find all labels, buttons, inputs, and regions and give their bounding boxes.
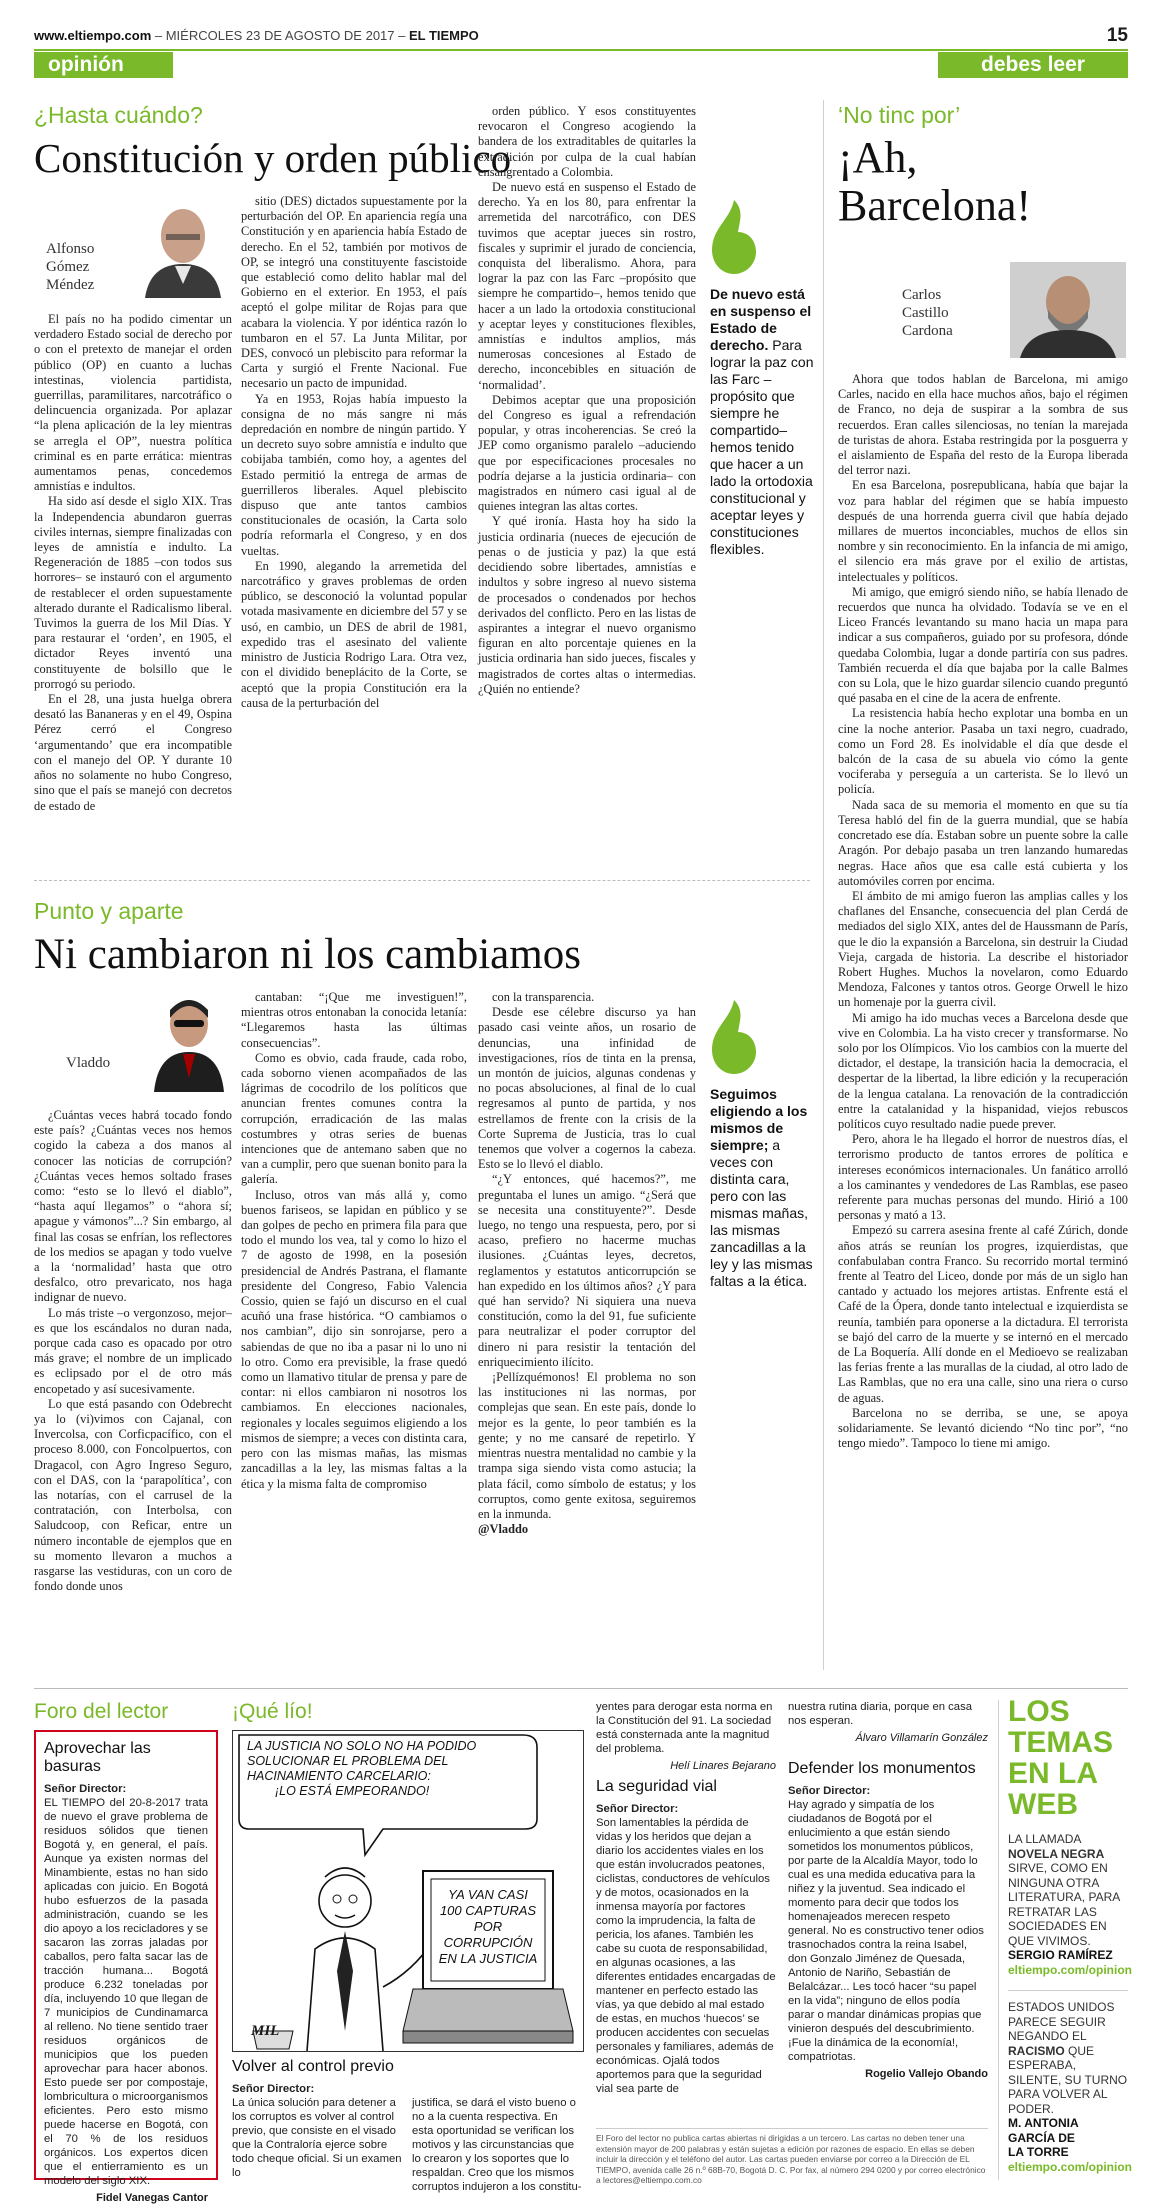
letter-frame	[34, 1730, 218, 2204]
letter3-text: Son lamentables la pérdida de vidas y los heridos que dejan a diario los accidentes viales en los que están involucrados peatones, ciclistas, conductores de vehículos y de motos, ocasionados en la inmensa mayoría por factores como la imprudencia, la falta de pericia, los afanes. También les cabe su cuota de responsabilidad, en algunas ocasiones, a las diferentes entidades encargadas de mantener en perfecto estado las vías, ya que debido al mal estado de estas, en muchos ‘huecos’ se producen accidentes con secuelas personales y familiares, además de económicas. Ojalá todos aportemos para que la seguridad vial sea parte de	[596, 1817, 776, 2095]
letter1-text: EL TIEMPO del 20-8-2017 trata de nuevo el grave problema de residuos sólidos que tienen Bogotá y, en general, el país. Aunque ya existen normas del Minambiente, estas no han sido aplicadas con juicio. En Bogotá hubo esfuerzos de la pasada administración, cuando se les dio apoyo a los recicladores y se sacaron las zorras jaladas por caballos, pero falta sacar las de tracción humana... Bogotá produce 6.232 toneladas por día, incluyendo 10 que llegan de 7 municipios de Cundinamarca al relleno. No tiene sentido traer residuos orgánicos de municipios que los pueden aprovechar para hacer abonos. Esto puede ser por compostaje, lombricultura o microorganismos eficientes. Pero esto mismo puede hacerse en Bogotá, con el 70 % de los residuos orgánicos. Los expertos dicen que el entierramiento es un modelo del siglo XIX.	[44, 1797, 208, 2187]
article3-column-3: con la transparencia. Desde ese célebre discurso ya han pasado casi veinte años, un rosario de denuncias, una infinidad de investigaciones, ríos de tinta en la prensa, un montón de juicios, algunas condenas y no pocas absoluciones, al final de lo cual regresamos al punto de partida, y nos estrellamos de frente con la crisis de la Corte Suprema de Justicia, tras lo cual tenemos que volver a cogernos la cabeza. Esto se lo llevó el diablo. “¿Y entonces, qué hacemos?”, me preguntaba el lunes un amigo. “¿Será que se necesita una constituyente?”. Desde luego, no tengo una respuesta, pero, por si acaso, prefiero no hacerme muchas ilusiones. ¿Cuántas leyes, decretos, reglamentos y estatutos anticorrupción se han expedido en los últimos años? ¿Y para qué han servido? Ni siquiera una nueva constitución, como la del 91, fue suficiente para neutralizar el poder corruptor del dinero ni para resistir la tentación del enriquecimiento ilícito. ¡Pellízquémonos! El problema no son las instituciones ni las normas, por complejas que sean. En este país, donde lo mejor es la gente, lo peor también es la gente; y no me cansaré de repetirlo. Y mientras nuestra mentalidad no cambie y la trampa siga siendo vista como astucia; la plata fácil, como símbolo de estatus; y los corruptos, como gente exitosa, seguiremos en la inmunda. @Vladdo	[478, 990, 696, 1537]
letter3-end-text: nuestra rutina diaria, porque en casa nos esperan.	[788, 1701, 973, 1727]
article1-column-1: El país no ha podido cimentar un verdadero Estado social de derecho por o con el pretexto de manejar el orden público (OP) en cuanto a luchas intestinas, violencia partidista, guerrillas, paramilitares, narcotráfico o delincuencia organizada. Por aplazar “la plena aplicación de la ley mientras se arregla el OP”, nuestra política criminal es en parte errática: mientras aumentamos penas, concedemos amnistías e indultos. Ha sido así desde el siglo XIX. Tras la Independencia abundaron guerras civiles internas, siempre finalizadas con leyes de amnistía e indulto. La Regeneración de 1885 –con todos sus horrores– se instauró con el argumento de restablecer el orden supuestamente alterado durante el Radicalismo liberal. Tuvimos la guerra de los Mil Días. Y para restaurar el ‘orden’, en 1905, el dictador Reyes inventó una constituyente de bolsillo que le prorrogó su periodo. En el 28, una justa huelga obrera desató las Bananeras y en el 49, Ospina Pérez cerró el Congreso ‘argumentando’ que era incompatible con el manejo del OP. Y durante 10 años no solamente no hubo Congreso, sino que el país se manejó con decretos de estado de	[34, 312, 232, 813]
author-photo-castillo	[1010, 262, 1126, 358]
letter3-end	[788, 1700, 988, 1744]
web-quote-2: ESTADOS UNIDOS PARECE SEGUIR NEGANDO EL RACISMO QUE ESPERABA, SILENTE, SU TURNO PARA VOLVER AL PODER. M. ANTONIA GARCÍA DE LA TORRE eltiempo.com/opinion	[1008, 2000, 1133, 2174]
article1-author: Alfonso Gómez Méndez	[46, 241, 95, 293]
article1-kicker: ¿Hasta cuándo?	[34, 102, 203, 128]
letter4	[788, 1760, 988, 2100]
letter3-title: La seguridad vial	[596, 1778, 717, 1795]
article1-column-3: orden público. Y esos constituyentes revocaron el Congreso acogiendo la bandera de los extraditables de quitarles la extradición por culpa de la cual habían ensangrentado a Colombia. De nuevo está en suspenso el Estado de derecho. Ya en los 80, para enfrentar la arremetida del narcotráfico, con DES tuvimos que aceptar jueces sin rostro, fiscales y suprimir el jurado de conciencia, conquista del liberalismo. Ahora, para lograr la paz con las Farc –propósito que siempre he compartido–, hemos tenido que hacer a un lado la ortodoxia constitucional y aceptar leyes y constituciones flexibles, amnistías e indultos amplios, más numerosas concesiones al Estado de derecho, inconcebibles en situación de ‘normalidad’. Debimos aceptar que una proposición del Congreso es igual a refrendación popular, y otras incoherencias. Se creó la JEP como organismo paralelo –aduciendo que por especificaciones procesales no podría dejarse a la justicia ordinaria– con magistrados en número casi igual al de quienes integran las altas cortes. Y qué ironía. Hasta hoy ha sido la justicia ordinaria (nueces de ejecución de penas o de justicia y paz) la que está decidiendo sobre libertades, amnistías e indultos y sobre ingreso al nuevo sistema de procesados o condenados por hechos derivados del conflicto. Pero en las listas de aspirantes a integrar el nuevo organismo figuran en alto porcentaje quienes en la justicia ordinaria han sido jueces, fiscales y magistrados de cortes altas o intermedias. ¿Quién no entiende?	[478, 104, 696, 696]
author-photo-vladdo	[150, 988, 228, 1092]
letter2-title: Volver al control previo	[232, 2058, 394, 2075]
column-rule-right	[823, 100, 824, 1670]
page-number: 15	[1106, 25, 1128, 46]
cartoon-title: ¡Qué lío!	[232, 1700, 313, 1723]
section-tab	[34, 52, 173, 78]
issue-date: – MIÉRCOLES 23 DE AGOSTO DE 2017 –	[151, 28, 409, 43]
cartoon-speech-bubble: LA JUSTICIA NO SOLO NO HA PODIDO SOLUCIONAR EL PROBLEMA DEL HACINAMIENTO CARCELARIO: ¡LO ESTÁ EMPEORANDO!	[247, 1739, 477, 1798]
foro-footnote: El Foro del lector no publica cartas abiertas ni dirigidas a un tercero. Las cartas no deben tener una extensión mayor de 200 palabras y están sujetas a edición por razones de espacio. En ellas se deben incluir la dirección y el teléfono del autor. Las cartas pueden enviarse por correo a la Dirección de EL TIEMPO, avenida calle 26 n.º 68B-70, Bogotá D. C. Por fax, al número 294 0200 y por correo electrónico a lectores@eltiempo.com.co	[596, 2128, 988, 2189]
article3-title: Ni cambiaron ni los cambiamos	[34, 931, 581, 978]
letter4-salutation: Señor Director:	[788, 1785, 871, 1797]
letter4-text: Hay agrado y simpatía de los ciudadanos de Bogotá por el enlucimiento a que están siendo sometidos los monumentos públicos, por parte de la Alcaldía Mayor, todo lo cual es una medida educativa para la niñez y la juventud. Sea indicado el momento para decir que todos los homenajeados merecen respeto general. No es constructivo tener odios trasnochados contra la reina Isabel, don Gonzalo Jiménez de Quesada, Antonio de Nariño, Sebastián de Belalcázar... Les tocó hacer “su papel en la vida”; ninguno de ellos podía parar o mandar dinámicas propias que vinieron después del descubrimiento. ¡Fue la dinámica de la economía!, compatriotas.	[788, 1799, 984, 2063]
letter2-salutation: Señor Director:	[232, 2083, 315, 2095]
header-rule	[34, 49, 1128, 51]
article3-author: Vladdo	[66, 1055, 111, 1071]
letter2-text-continued: justifica, se dará el visto bueno o no a la cuenta respectiva. En esta oportunidad se verifican los motivos y las circunstancias que lo crearon y los soportes que lo respaldan. Creo que los mismos corruptos indujeron a los constitu-	[412, 2097, 582, 2193]
quote-mark-icon	[710, 1000, 758, 1074]
web-column-rule	[998, 1700, 999, 2180]
bottom-divider	[34, 1688, 1128, 1689]
cartoon-signature: MIL	[251, 2023, 280, 2039]
section-label: opinión	[48, 53, 124, 76]
letter3	[596, 1778, 776, 2128]
web-quote-2-author: M. ANTONIA GARCÍA DE LA TORRE	[1008, 2116, 1079, 2159]
cartoon-tv-screen-text: YA VAN CASI 100 CAPTURAS POR CORRUPCIÓN EN LA JUSTICIA	[438, 1887, 538, 1966]
article3-pullquote: Seguimos eligiendo a los mismos de siempre; a veces con distinta cara, pero con las mismas mañas, las mismas zancadillas a la ley y las mismas faltas a la ética.	[710, 1086, 813, 1289]
web-quote-1-author: SERGIO RAMÍREZ	[1008, 1948, 1113, 1962]
letter1-title: Aprovechar las basuras	[44, 1740, 151, 1775]
site-url[interactable]: www.eltiempo.com	[34, 28, 152, 43]
article1-column-2: sitio (DES) dictados supuestamente por la perturbación del OP. En apariencia regía una Constitución y en apariencia había Estado de derecho. En el 52, también por motivos de OP, se integró una constituyente fascistoide que estableció como delito hablar mal del Gobierno en el exterior. En 1953, el país aceptó el golpe militar de Rojas para que acabara la violencia. Y por idéntica razón lo tumbaron en el 57. La Junta Militar, por DES, convocó un plebiscito para reformar la Carta y surgió el Frente Nacional. Fue necesario un pacto de impunidad. Ya en 1953, Rojas había impuesto la consigna de no más sangre ni más depredación en nombre de ningún partido. Y un decreto suyo sobre amnistía e indulto que cobijaba también, como hoy, a agentes del Estado permitió la entrega de armas de guerrilleros liberales. Aquel plebiscito dispuso que ante tantos cambios constitucionales de ocasión, la Carta solo podría reformarla el Congreso, y en dos vueltas. En 1990, alegando la arremetida del narcotráfico y graves problemas de orden público, se desconoció la voluntad popular votada masivamente en diciembre del 57 y se usó, en cambio, un DES de abril de 1981, expedido tras el asesinato del valiente ministro de Justicia Rodrigo Lara. Otra vez, con el dividido beneplácito de la Corte, se aceptó que la propia Constitución era la causa de la perturbación del	[241, 194, 467, 710]
author-photo-gomez	[140, 194, 226, 298]
letter4-signature: Rogelio Vallejo Obando	[865, 2068, 988, 2080]
newspaper-name: EL TIEMPO	[408, 28, 479, 43]
article3-column-2: cantaban: “¡Que me investiguen!”, mientras otros entonaban la conocida letanía: “Llegaremos hasta las últimas consecuencias”. Como es obvio, cada fraude, cada robo, cada soborno vienen acompañados de las lágrimas de cocodrilo de los políticos que anuncian frentes comunes contra la corrupción, erradicación de las malas costumbres y otras series de buenas intenciones que de antemano saben que no van a cumplir, pero que suenan bonito para la galería. Incluso, otros van más allá y, como buenos fariseos, se lapidan en público y se dan golpes de pecho en primera fila para que todo el mundo los vea, tal y como lo hizo el 7 de agosto de 1998, en la posesión presidencial de Andrés Pastrana, el flamante presidente del Congreso, Fabio Valencia Cossio, quien se fajó un discurso en el cual acuñó una frase histórica. “O cambiamos o nos cambian”, dijo sin sonrojarse, pero a sabiendas de que no iba a pasar ni lo uno ni lo otro. Como era previsible, la frase quedó como un llamativo titular de prensa y pare de contar: ni ellos cambiaron ni nosotros los cambiamos. En elecciones nacionales, regionales y locales seguimos eligiendo a los mismos de siempre; a veces con distinta cara, pero con las mismas mañas, las mismas zancadillas a la ley, las mismas faltas a la ética y la misma falta de compromiso	[241, 990, 467, 1491]
article2-text: Ahora que todos hablan de Barcelona, mi amigo Carles, nacido en ella hace muchos años, bajo el régimen de Franco, no deja de suspirar a la sombra de sus recuerdos. Eran calles silenciosas, no tenían la marejada de turistas de ahora. Estaba restringida por la posguerra y el aislamiento de España del resto de la Europa liberada del terror nazi. En esa Barcelona, posrepublicana, había que bajar la voz para hablar del régimen que se había impuesto después de una horrenda guerra civil que había dejado millares de muertos inconciables, muchos de ellos sin nombre y sin reconocimiento. En la infancia de mi amigo, el silencio era más grave por el exilio de artistas, intelectuales y políticos. Mi amigo, que emigró siendo niño, se había llenado de recuerdos que nunca ha olvidado. Todavía se ve en el Liceo Francés levantando su mano hacia un mapa para indicar a sus compañeros, guiado por su profesora, dónde quedaba Colombia, lugar a donde partiría con sus padres. También recuerda el día que bajaba por la calle Balmes con su Lola, que le hizo guardar silencio cuando preguntó qué pasaba en el cine de la acera de enfrente. La resistencia había hecho explotar una bomba en un cine la noche anterior. Pasaba un taxi negro, cuadrado, como un Ford 28. Es inolvidable el día que desde el balcón de la casa de su abuela vio cómo la gente vociferaba y perseguía a un carterista. Se lo llevó un policía. Nada saca de su memoria el momento en que su tía Teresa habló del fin de la guerra mundial, que se había concretado ese día. Estaban sobre un puente sobre la calle Aragón. Por debajo pasaba un tren lanzando humaredas negras. Hace años que esa calle está cubierta y los automóviles corren por encima. El ámbito de mi amigo fueron las amplias calles y los chaflanes del Ensanche, consecuencia del plan Cerdá de mediados del siglo XIX, antes del de Haussmann de París, que le dio la expansión a Barcelona, sin destruir la Ciudad Vieja, cargada de historia. La describe el historiador Robert Hughes. Muchos la novelaron, como Eduardo Mendoza, Falcones y tantos otros. George Orwell le hizo un homenaje por la guerra civil. Mi amigo ha ido muchas veces a Barcelona desde que vive en Colombia. La ha visto crecer y transformarse. No solo por los Olímpicos. Vio los cambios con la muerte del dictador, el destape, la transición hacia la democracia, el despertar de la libertad, la libre edición y la recuperación de la lengua catalana. La renovación de la contradicción entre la catalanidad y la hispanidad, viejos rebuscos políticos cuyo resultado nadie puede prever. Pero, ahora le ha llegado el horror de nuestros días, el terrorismo producto de tantos errores de política e intereses económicos internacionales. Un fanático arrolló a los caminantes y vendedores de Las Ramblas, ese paseo referente para muchas personas del mundo. Hirió a 100 personas y mató a 13. Empezó su carrera asesina frente al café Zúrich, donde años atrás se reunían los progres, izquierdistas, que confabulaban contra Franco. Su recorrido mortal terminó frente al Teatro del Liceo, donde por más de un siglo han cantado y actuado los mejores artistas. Enfrente está el Café de la Ópera, donde tanto intelectual e izquierdista se reunía, también para oponerse a la dictadura. El terrorista se bajó del carro de la muerte y se internó en el mercado de La Boquería. Allí donde en el Medioevo se realizaban las ferias frente a las murallas de la ciudad, al otro lado de Las Ramblas, que no era una calle, sino una riera o curso de aguas. Barcelona no se derriba, se une, se apoya solidariamente. Se levantó diciendo “No tinc por”, “no tengo miedo”. Tampoco lo tiene mi amigo.	[838, 372, 1128, 1451]
article2-title: ¡Ah, Barcelona!	[838, 133, 1031, 230]
letter2-end-text: yentes para derogar esta norma en la Constitución del 91. La sociedad está consternada ante la magnitud del problema.	[596, 1701, 773, 1755]
article1-title: Constitución y orden público	[34, 135, 512, 181]
article2-author: Carlos Castillo Cardona	[902, 287, 953, 339]
author-handle[interactable]: @Vladdo	[478, 1522, 529, 1537]
letter2	[232, 2058, 402, 2188]
letter4-title: Defender los monumentos	[788, 1760, 976, 1777]
foro-section-title: Foro del lector	[34, 1700, 169, 1723]
web-section-title: LOS TEMAS EN LA WEB	[1008, 1695, 1113, 1821]
letter1-salutation: Señor Director:	[44, 1783, 127, 1795]
section-divider	[34, 880, 810, 881]
article1-pullquote: De nuevo está en suspenso el Estado de derecho. Para lograr la paz con las Farc –propósito que siempre he compartido– hemos tenido que hacer a un lado la ortodoxia constitucional y aceptar leyes y constituciones flexibles.	[710, 286, 814, 557]
letter2-text: La única solución para detener a los corruptos es volver al control previo, que consiste en el visado que la Contraloría ejerce sobre todo cheque oficial. Si un examen lo	[232, 2097, 402, 2179]
web-link-1[interactable]: eltiempo.com/opinion	[1008, 1962, 1133, 1977]
article2-kicker: ‘No tinc por’	[838, 102, 961, 128]
article3-column-1: ¿Cuántas veces habrá tocado fondo este país? ¿Cuántas veces nos hemos cogido la cabeza a dos manos al conocer las noticias de corrupción? ¿Cuántas veces hemos soltado frases como: “esto se lo llevó el diablo”, “hasta aquí llegamos” o “ahora sí; apague y vámonos”...? Sin embargo, al final las cosas se enfrían, los reflectores de los medios se apagan y todo vuelve a la ‘normalidad’ hasta que otro desfalco, otro prevaricato, nos haga indignar de nuevo. Lo más triste –o vergonzoso, mejor– es que los escándalos no duran nada, porque cada caso es opacado por otro más grave; el nombre de un implicado es eclipsado por el de otro más encopetado y así sucesivamente. Lo que está pasando con Odebrecht ya lo (vi)vimos con Cajanal, con Invercolsa, con Corficpacífico, con el proceso 8.000, con Foncolpuertos, con Dragacol, con Agro Ingreso Seguro, con el DAS, con la ‘parapolítica’, con las notarías, con el carrusel de la contratación, con Interbolsa, con Saludcoop, con Reficar, entre un número incontable de ejemplos que en su momento llevaron a muchos a rasgarse las vestiduras, con un coro de fondo donde unos	[34, 1108, 232, 1594]
editorial-cartoon	[232, 1730, 584, 2052]
web-divider	[1008, 1990, 1128, 1991]
article3-kicker: Punto y aparte	[34, 898, 184, 924]
must-read-tab	[938, 52, 1128, 78]
letter2-signature: Helí Linares Bejarano	[670, 1760, 776, 1772]
letter1-signature: Fidel Vanegas Cantor	[96, 2192, 208, 2204]
web-quote-1: LA LLAMADA NOVELA NEGRA SIRVE, COMO EN NINGUNA OTRA LITERATURA, PARA RETRATAR LAS SOCIEDADES EN QUE VIVIMOS. SERGIO RAMÍREZ eltiempo.com/opinion	[1008, 1832, 1133, 1977]
letter2-end	[596, 1700, 776, 1772]
must-read-label: debes leer	[981, 53, 1085, 76]
letter3-signature: Álvaro Villamarín González	[855, 1732, 988, 1744]
page-header	[34, 25, 1128, 48]
quote-mark-icon	[710, 200, 758, 274]
letter3-salutation: Señor Director:	[596, 1803, 679, 1815]
web-link-2[interactable]: eltiempo.com/opinion	[1008, 2159, 1133, 2174]
